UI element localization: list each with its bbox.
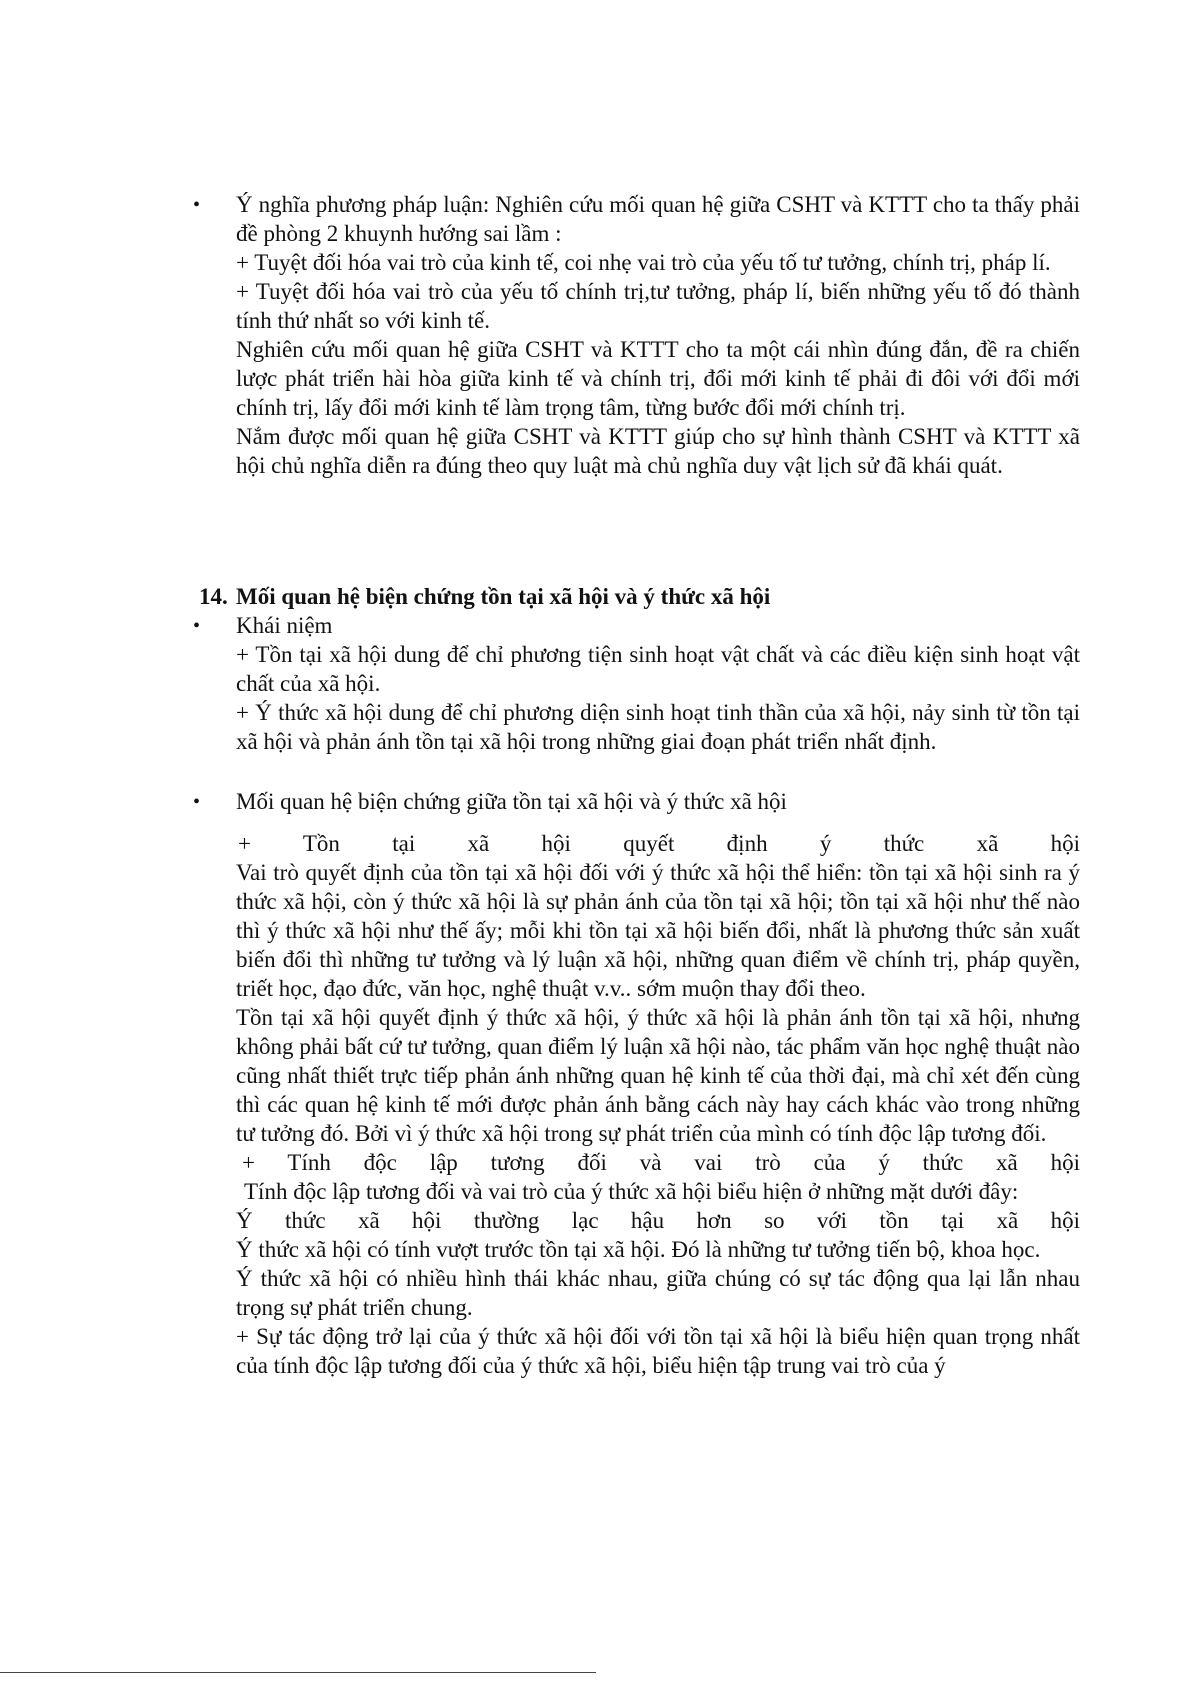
bullet-marker: • — [193, 615, 201, 637]
section-title: Mối quan hệ biện chứng tồn tại xã hội và ý thức xã hội — [236, 584, 771, 609]
relation-paragraph-4: Ý thức xã hội thường lạc hậu hơn so với tồn tại xã hội — [236, 1208, 1080, 1233]
relation-paragraph-1: Vai trò quyết định của tồn tại xã hội đối với ý thức xã hội thể hiển: tồn tại xã hội sinh ra ý thức xã hội, còn ý thức xã hội là sự phản ánh của tồn tại xã hội; tồn tại xã hội như thế nào thì ý thức xã hội như thế ấy; mỗi khi tồn tại xã hội biến đổi, nhất là phương thức sản xuất biến đổi thì những tư tưởng và lý luận xã hội, những quan điểm về chính trị, pháp quyền, triết học, đạo đức, văn học, nghệ thuật v.v.. sớm muộn thay đổi theo. — [236, 860, 1080, 1001]
relation-paragraph-7: + Sự tác động trở lại của ý thức xã hội đối với tồn tại xã hội là biểu hiện quan trọng nhất của tính độc lập tương đối của ý thức xã hội, biểu hiện tập trung vai trò của ý — [236, 1324, 1080, 1378]
relation-heading-2: + Tính độc lập tương đối và vai trò của ý thức xã hội — [242, 1150, 1080, 1175]
concept-point-1: + Tồn tại xã hội dung để chỉ phương tiện sinh hoạt vật chất và các điều kiện sinh hoạt vật chất của xã hội. — [236, 642, 1080, 696]
relation-label: Mối quan hệ biện chứng giữa tồn tại xã hội và ý thức xã hội — [236, 789, 787, 814]
methodology-point-1: + Tuyệt đối hóa vai trò của kinh tế, coi nhẹ vai trò của yếu tố tư tưởng, chính trị, pháp lí. — [236, 250, 1051, 275]
relation-paragraph-2: Tồn tại xã hội quyết định ý thức xã hội, ý thức xã hội là phản ánh tồn tại xã hội, nhưng không phải bất cứ tư tưởng, quan điểm lý luận xã hội nào, tác phẩm văn học nghệ thuật nào cũng nhất thiết trực tiếp phản ánh những quan hệ kinh tế của thời đại, mà chỉ xét đến cùng thì các quan hệ kinh tế mới được phản ánh bằng cách này hay cách khác vào trong những tư tưởng đó. Bởi vì ý thức xã hội trong sự phát triển của mình có tính độc lập tương đối. — [236, 1005, 1080, 1146]
concept-block — [236, 611, 1080, 756]
methodology-paragraph-3: Nghiên cứu mối quan hệ giữa CSHT và KTTT cho ta một cái nhìn đúng đắn, đề ra chiến lược phát triển hài hòa giữa kinh tế và chính trị, đổi mới kinh tế phải đi đôi với đổi mới chính trị, lấy đổi mới kinh tế làm trọng tâm, từng bước đổi mới chính trị. — [236, 337, 1080, 420]
relation-paragraph-3: Tính độc lập tương đối và vai trò của ý thức xã hội biểu hiện ở những mặt dưới đây: — [244, 1179, 1019, 1204]
section-number: 14. — [199, 584, 228, 609]
bullet-marker: • — [193, 791, 201, 813]
relation-block — [236, 829, 1080, 1380]
footer-rule — [0, 1672, 596, 1673]
bullet-marker: • — [193, 194, 201, 216]
concept-point-2: + Ý thức xã hội dung để chỉ phương diện sinh hoạt tinh thần của xã hội, nảy sinh từ tồn tại xã hội và phản ánh tồn tại xã hội trong những giai đoạn phát triển nhất định. — [236, 700, 1080, 754]
relation-label-block — [236, 787, 1080, 816]
relation-paragraph-5: Ý thức xã hội có tính vượt trước tồn tại xã hội. Đó là những tư tưởng tiến bộ, khoa học. — [236, 1237, 1041, 1262]
relation-paragraph-6: Ý thức xã hội có nhiều hình thái khác nhau, giữa chúng có sự tác động qua lại lẫn nhau trọng sự phát triển chung. — [236, 1266, 1080, 1320]
methodology-paragraph-4: Nắm được mối quan hệ giữa CSHT và KTTT giúp cho sự hình thành CSHT và KTTT xã hội chủ nghĩa diễn ra đúng theo quy luật mà chủ nghĩa duy vật lịch sử đã khái quát. — [236, 424, 1080, 478]
methodology-lead: Ý nghĩa phương pháp luận: Nghiên cứu mối quan hệ giữa CSHT và KTTT cho ta thấy phải đề phòng 2 khuynh hướng sai lầm : — [236, 192, 1080, 246]
methodology-block — [236, 190, 1080, 480]
relation-heading-1: + Tồn tại xã hội quyết định ý thức xã hội — [238, 831, 1080, 856]
concept-label: Khái niệm — [236, 613, 333, 638]
methodology-point-2: + Tuyệt đối hóa vai trò của yếu tố chính trị,tư tưởng, pháp lí, biến những yếu tố đó thành tính thứ nhất so với kinh tế. — [236, 279, 1080, 333]
